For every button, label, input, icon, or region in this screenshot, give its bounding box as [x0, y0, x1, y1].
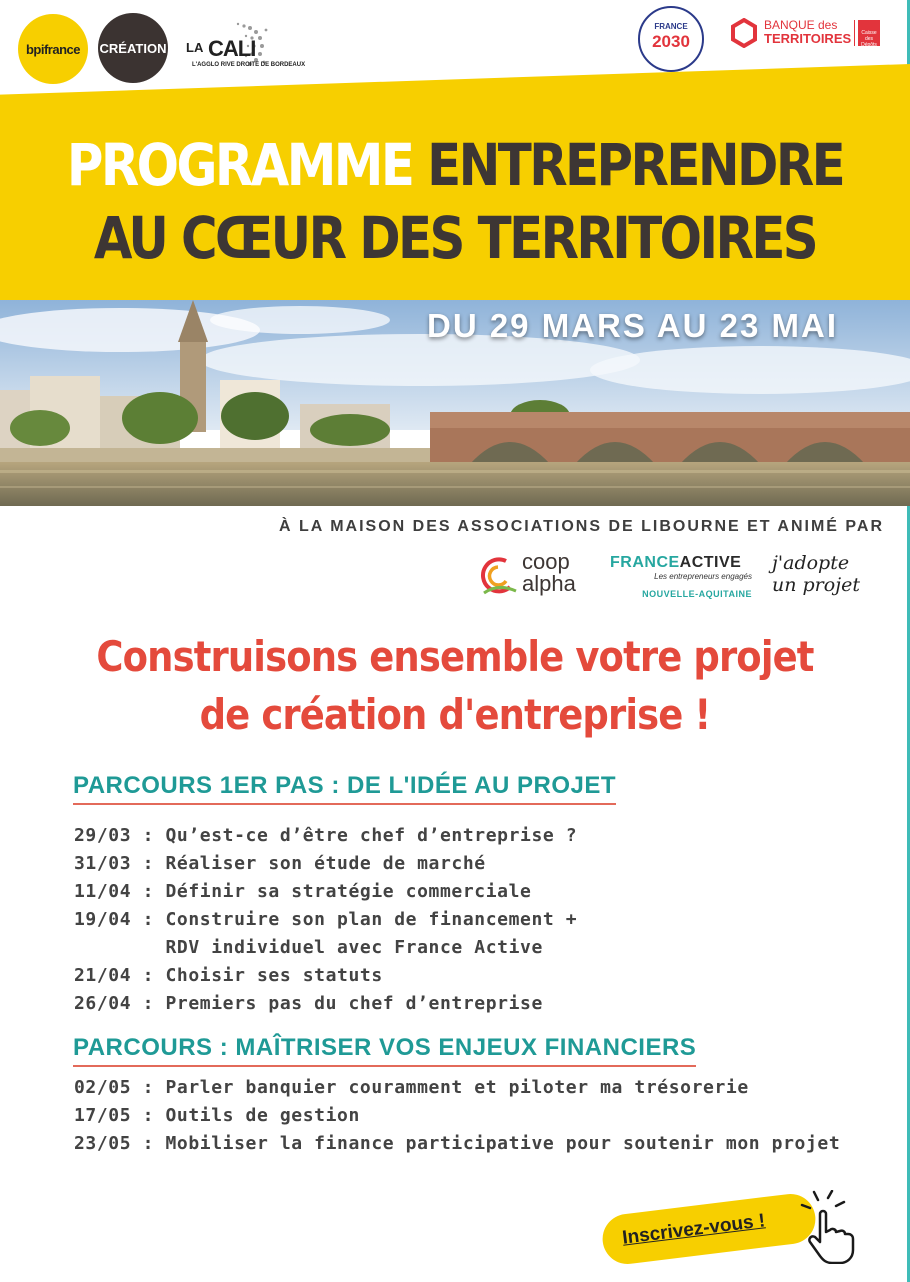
banque-des-territoires-logo	[730, 16, 882, 52]
cali-subtitle: L'AGGLO RIVE DROITE DE BORDEAUX	[192, 62, 306, 68]
section-1-title: PARCOURS 1ER PAS : DE L'IDÉE AU PROJET	[73, 772, 616, 805]
fa-france-word: FRANCE	[610, 554, 680, 571]
fa-region: NOUVELLE-AQUITAINE	[642, 589, 752, 599]
headline-line-1: Construisons ensemble votre projet	[96, 632, 814, 681]
list-item: 19/04 : Construire son plan de financement +	[74, 909, 578, 930]
un-projet-word: un projet	[772, 574, 860, 596]
la-cali-logo	[186, 18, 306, 76]
section-2-title: PARCOURS : MAÎTRISER VOS ENJEUX FINANCIERS	[73, 1034, 696, 1067]
list-item: 17/05 : Outils de gestion	[74, 1105, 360, 1126]
title-word-entreprendre: ENTREPRENDRE	[427, 131, 844, 199]
fa-tagline: Les entrepreneurs engagés	[654, 572, 752, 581]
caisse-des-depots-logo: Caisse des Dépôts	[858, 20, 880, 46]
bdt-line2: TERRITOIRES	[764, 31, 852, 46]
program-dates: DU 29 MARS AU 23 MAI	[426, 307, 838, 344]
creation-logo	[98, 13, 168, 83]
bdt-line1: BANQUE des	[764, 18, 838, 32]
headline	[55, 628, 856, 744]
register-button[interactable]	[602, 1190, 860, 1264]
fa-active-word: ACTIVE	[679, 554, 742, 571]
pointing-hand-icon	[798, 1190, 860, 1264]
title-word-programme: PROGRAMME	[66, 131, 413, 199]
coop-alpha-logo	[476, 549, 596, 601]
section-1-list	[74, 822, 577, 1018]
section-2-list	[74, 1074, 840, 1158]
alpha-word: alpha	[522, 571, 576, 596]
register-button-label[interactable]: Inscrivez-vous !	[621, 1210, 767, 1249]
france-active-logo	[610, 554, 752, 598]
france-2030-year: 2030	[652, 32, 690, 51]
list-item: 23/05 : Mobiliser la finance participative pour soutenir mon projet	[74, 1133, 841, 1154]
list-item: 26/04 : Premiers pas du chef d’entreprise	[74, 993, 543, 1014]
list-item: 11/04 : Définir sa stratégie commerciale	[74, 881, 532, 902]
list-item: 31/03 : Réaliser son étude de marché	[74, 853, 486, 874]
list-item: RDV individuel avec France Active	[74, 937, 543, 958]
title-line-1	[64, 129, 847, 201]
list-item: 21/04 : Choisir ses statuts	[74, 965, 383, 986]
bdt-separator	[854, 20, 855, 46]
france-2030-logo	[638, 6, 704, 72]
coop-alpha-swirl-icon	[476, 553, 520, 599]
cali-name: CALI	[208, 36, 256, 61]
creation-logo-text: CRÉATION	[99, 40, 167, 56]
cali-prefix: LA	[186, 40, 204, 55]
title-line-2	[64, 202, 847, 274]
hexagon-icon	[730, 18, 758, 48]
headline-line-2: de création d'entreprise !	[199, 690, 711, 739]
title-line-2-text: AU CŒUR DES TERRITOIRES	[93, 204, 817, 272]
jadopte-un-projet-logo	[772, 552, 860, 596]
list-item: 02/05 : Parler banquier couramment et piloter ma trésorerie	[74, 1077, 749, 1098]
list-item: 29/03 : Qu’est-ce d’être chef d’entreprise ?	[74, 825, 578, 846]
venue-text: À LA MAISON DES ASSOCIATIONS DE LIBOURNE ET ANIMÉ PAR	[279, 518, 884, 535]
coop-word: coop	[522, 549, 570, 574]
jadopte-word: j'adopte	[772, 552, 850, 574]
bpifrance-logo-text: bpifrance	[25, 41, 80, 57]
france-2030-top: FRANCE	[654, 22, 688, 31]
bpifrance-logo	[18, 14, 88, 84]
